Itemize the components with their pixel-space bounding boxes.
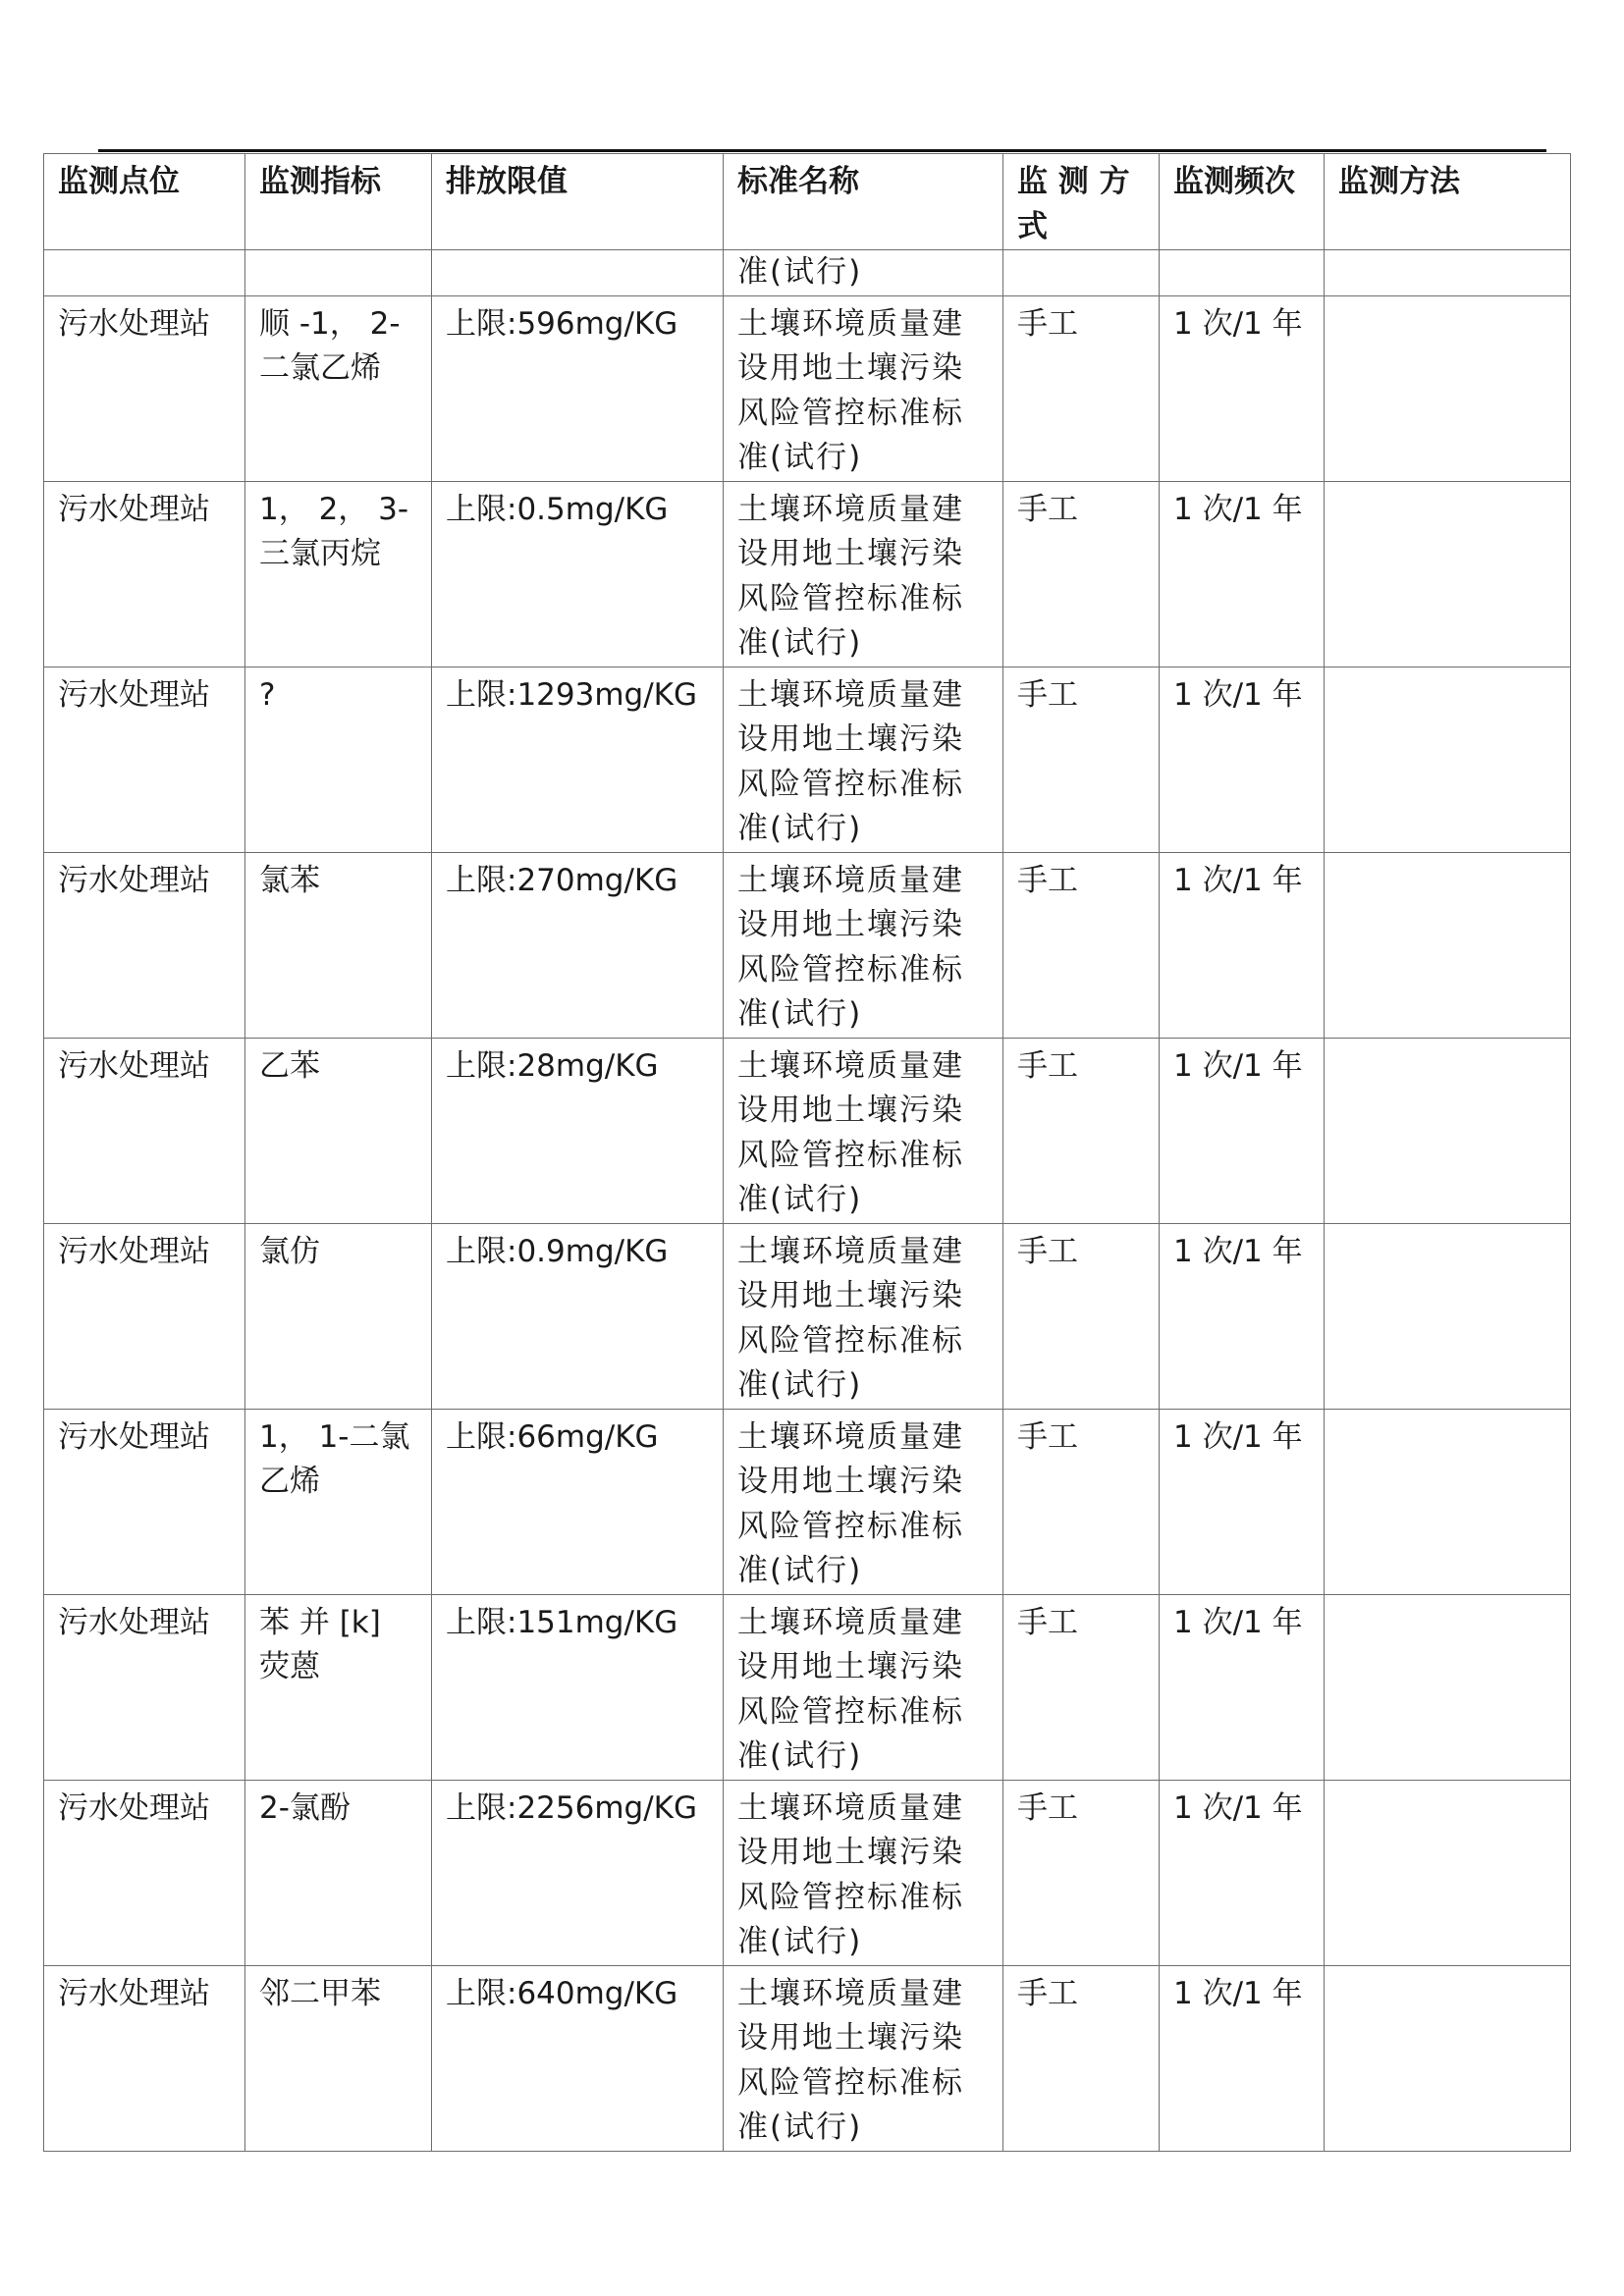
cell-standard: 土壤环境质量建设用地土壤污染风险管控标准标准(试行) xyxy=(724,667,1003,852)
cell-limit: 上限:270mg/KG xyxy=(432,852,724,1038)
cell-point: 污水处理站 xyxy=(44,1409,245,1594)
cell-limit: 上限:0.5mg/KG xyxy=(432,481,724,667)
header-monitoring-frequency: 监测频次 xyxy=(1160,154,1325,250)
cell-method xyxy=(1325,481,1571,667)
cell-limit: 上限:66mg/KG xyxy=(432,1409,724,1594)
header-standard-name: 标准名称 xyxy=(724,154,1003,250)
cell-method xyxy=(1325,1780,1571,1965)
cell-indicator: 乙苯 xyxy=(245,1038,432,1223)
cell-mode: 手工 xyxy=(1003,1038,1160,1223)
cell-frequency: 1 次/1 年 xyxy=(1160,1594,1325,1780)
cell-frequency: 1 次/1 年 xyxy=(1160,1965,1325,2151)
cell-frequency: 1 次/1 年 xyxy=(1160,1409,1325,1594)
cell-point: 污水处理站 xyxy=(44,852,245,1038)
cell-indicator: ? xyxy=(245,667,432,852)
cell-method xyxy=(1325,1038,1571,1223)
cell-limit xyxy=(432,250,724,296)
cell-indicator: 1， 2， 3-三氯丙烷 xyxy=(245,481,432,667)
table-row xyxy=(44,1038,1571,1223)
cell-limit: 上限:1293mg/KG xyxy=(432,667,724,852)
table-row xyxy=(44,481,1571,667)
table-row xyxy=(44,295,1571,481)
cell-point: 污水处理站 xyxy=(44,1780,245,1965)
cell-limit: 上限:596mg/KG xyxy=(432,295,724,481)
cell-method xyxy=(1325,852,1571,1038)
header-monitoring-method: 监测方法 xyxy=(1325,154,1571,250)
header-monitoring-mode: 监 测 方 式 xyxy=(1003,154,1160,250)
cell-indicator: 氯仿 xyxy=(245,1223,432,1409)
cell-frequency xyxy=(1160,250,1325,296)
cell-mode: 手工 xyxy=(1003,1223,1160,1409)
cell-point: 污水处理站 xyxy=(44,1223,245,1409)
header-monitoring-point: 监测点位 xyxy=(44,154,245,250)
header-monitoring-indicator: 监测指标 xyxy=(245,154,432,250)
monitoring-table xyxy=(43,153,1571,2152)
cell-indicator: 1， 1-二氯乙烯 xyxy=(245,1409,432,1594)
cell-method xyxy=(1325,250,1571,296)
continuation-row xyxy=(44,250,1571,296)
cell-point: 污水处理站 xyxy=(44,1965,245,2151)
table-row xyxy=(44,667,1571,852)
cell-method xyxy=(1325,1223,1571,1409)
cell-point: 污水处理站 xyxy=(44,295,245,481)
cell-indicator: 氯苯 xyxy=(245,852,432,1038)
cell-mode: 手工 xyxy=(1003,667,1160,852)
cell-frequency: 1 次/1 年 xyxy=(1160,1038,1325,1223)
cell-standard: 土壤环境质量建设用地土壤污染风险管控标准标准(试行) xyxy=(724,1780,1003,1965)
cell-mode: 手工 xyxy=(1003,295,1160,481)
cell-indicator xyxy=(245,250,432,296)
cell-standard: 准(试行) xyxy=(724,250,1003,296)
cell-standard: 土壤环境质量建设用地土壤污染风险管控标准标准(试行) xyxy=(724,1409,1003,1594)
table-row xyxy=(44,1223,1571,1409)
cell-indicator: 邻二甲苯 xyxy=(245,1965,432,2151)
table-row xyxy=(44,852,1571,1038)
cell-mode: 手工 xyxy=(1003,1594,1160,1780)
cell-method xyxy=(1325,1409,1571,1594)
cell-method xyxy=(1325,295,1571,481)
header-row xyxy=(44,154,1571,250)
cell-standard: 土壤环境质量建设用地土壤污染风险管控标准标准(试行) xyxy=(724,295,1003,481)
cell-method xyxy=(1325,1594,1571,1780)
cell-frequency: 1 次/1 年 xyxy=(1160,1223,1325,1409)
cell-limit: 上限:640mg/KG xyxy=(432,1965,724,2151)
cell-frequency: 1 次/1 年 xyxy=(1160,481,1325,667)
cell-indicator: 苯 并 [k] 荧蒽 xyxy=(245,1594,432,1780)
cell-mode: 手工 xyxy=(1003,481,1160,667)
cell-indicator: 2-氯酚 xyxy=(245,1780,432,1965)
cell-limit: 上限:151mg/KG xyxy=(432,1594,724,1780)
cell-point: 污水处理站 xyxy=(44,481,245,667)
cell-frequency: 1 次/1 年 xyxy=(1160,1780,1325,1965)
cell-standard: 土壤环境质量建设用地土壤污染风险管控标准标准(试行) xyxy=(724,1965,1003,2151)
cell-frequency: 1 次/1 年 xyxy=(1160,295,1325,481)
cell-standard: 土壤环境质量建设用地土壤污染风险管控标准标准(试行) xyxy=(724,1594,1003,1780)
cell-limit: 上限:0.9mg/KG xyxy=(432,1223,724,1409)
cell-point: 污水处理站 xyxy=(44,1038,245,1223)
cell-frequency: 1 次/1 年 xyxy=(1160,852,1325,1038)
header-emission-limit: 排放限值 xyxy=(432,154,724,250)
cell-standard: 土壤环境质量建设用地土壤污染风险管控标准标准(试行) xyxy=(724,481,1003,667)
cell-mode: 手工 xyxy=(1003,1780,1160,1965)
cell-standard: 土壤环境质量建设用地土壤污染风险管控标准标准(试行) xyxy=(724,1038,1003,1223)
cell-frequency: 1 次/1 年 xyxy=(1160,667,1325,852)
cell-mode: 手工 xyxy=(1003,852,1160,1038)
cell-point: 污水处理站 xyxy=(44,667,245,852)
table-row xyxy=(44,1594,1571,1780)
cell-mode: 手工 xyxy=(1003,1409,1160,1594)
cell-limit: 上限:2256mg/KG xyxy=(432,1780,724,1965)
table-row xyxy=(44,1780,1571,1965)
cell-limit: 上限:28mg/KG xyxy=(432,1038,724,1223)
cell-indicator: 顺 -1， 2-二氯乙烯 xyxy=(245,295,432,481)
cell-standard: 土壤环境质量建设用地土壤污染风险管控标准标准(试行) xyxy=(724,1223,1003,1409)
cell-standard: 土壤环境质量建设用地土壤污染风险管控标准标准(试行) xyxy=(724,852,1003,1038)
table-row xyxy=(44,1409,1571,1594)
cell-mode xyxy=(1003,250,1160,296)
cell-point xyxy=(44,250,245,296)
cell-mode: 手工 xyxy=(1003,1965,1160,2151)
cell-point: 污水处理站 xyxy=(44,1594,245,1780)
cell-method xyxy=(1325,1965,1571,2151)
table-row xyxy=(44,1965,1571,2151)
cell-method xyxy=(1325,667,1571,852)
top-rule xyxy=(98,149,1546,152)
